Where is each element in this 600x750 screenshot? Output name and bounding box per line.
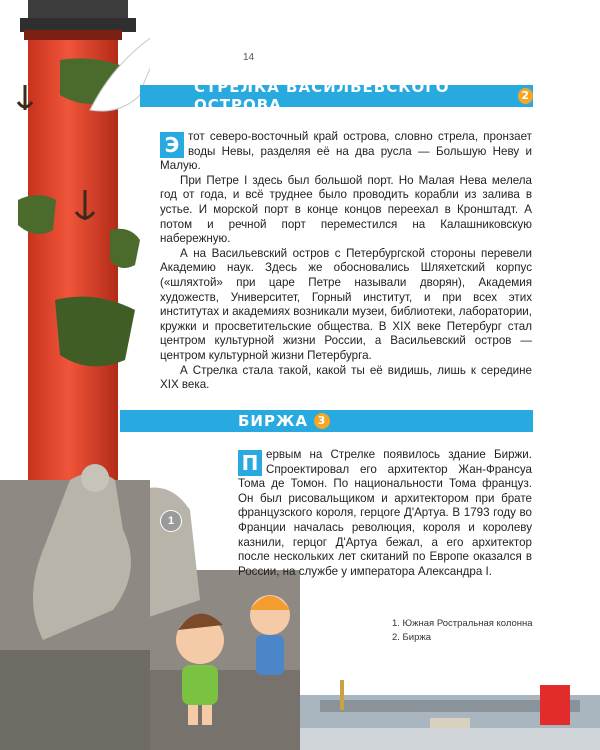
section-heading-text: БИРЖА	[238, 412, 308, 430]
page-number: 14	[243, 52, 255, 63]
paragraph: ервым на Стрелке появилось здание Биржи. Спроектировал его архитектор Жан-Франсуа Тома де Томон. По национальности Тома француз. Он был рисовальщиком и архитектором при брате французского короля, герцоге Д'Артуа. В 1793 году во Франции началась революция, короля и королеву казнили, герцог Д'Артуа бежал, а его архитектор после нескольких лет скитаний по Европе оказался в России, на службе у императора Александра I.	[238, 448, 532, 578]
figure-captions	[392, 617, 533, 645]
dropcap-letter: П	[238, 450, 262, 476]
section-text-birzha	[238, 448, 532, 579]
section-heading-text: СТРЕЛКА ВАСИЛЬЕВСКОГО ОСТРОВА	[194, 78, 450, 114]
rostral-column-illustration	[0, 0, 150, 750]
city-embankment-illustration	[300, 640, 600, 750]
section-heading-birzha	[120, 410, 533, 432]
paragraph: тот северо-восточный край острова, словно стрела, пронзает воды Невы, разделяя её на два русла — Большую Неву и Малую.	[160, 130, 532, 173]
section-number-badge: 3	[314, 413, 330, 429]
section-number-badge: 2	[518, 88, 533, 104]
paragraph: А Стрелка стала такой, какой ты её видишь, лишь к середине XIX века.	[160, 363, 532, 392]
section-heading-strelka	[140, 78, 533, 114]
paragraph: А на Васильевский остров с Петербургской стороны перевели Академию наук. Здесь же обосновались Шляхетский корпус («шляхтой» при царе Петре называли дворян), Академия художеств, Университет, Горный институт, и при всех этих институтах и академиях возникали музеи, библиотеки, лаборатории, кружки и просветительские общества. В XIX веке Петербург стал центром культурной жизни России, а Васильевский остров — центром культурной жизни Петербурга.	[160, 246, 532, 362]
section-text-strelka	[160, 130, 532, 393]
caption-line: 2. Биржа	[392, 632, 432, 643]
dropcap-letter: Э	[160, 132, 184, 158]
paragraph: При Петре I здесь был большой порт. Но Малая Нева мелела год от года, и всё труднее было проводить корабли из залива в устье. И морской порт в конце концов переехал в Кронштадт. А потом и речной порт переместился на Калашниковскую набережную.	[160, 173, 532, 246]
figure-marker: 1	[160, 510, 182, 532]
caption-line: 1. Южная Ростральная колонна	[392, 618, 533, 629]
